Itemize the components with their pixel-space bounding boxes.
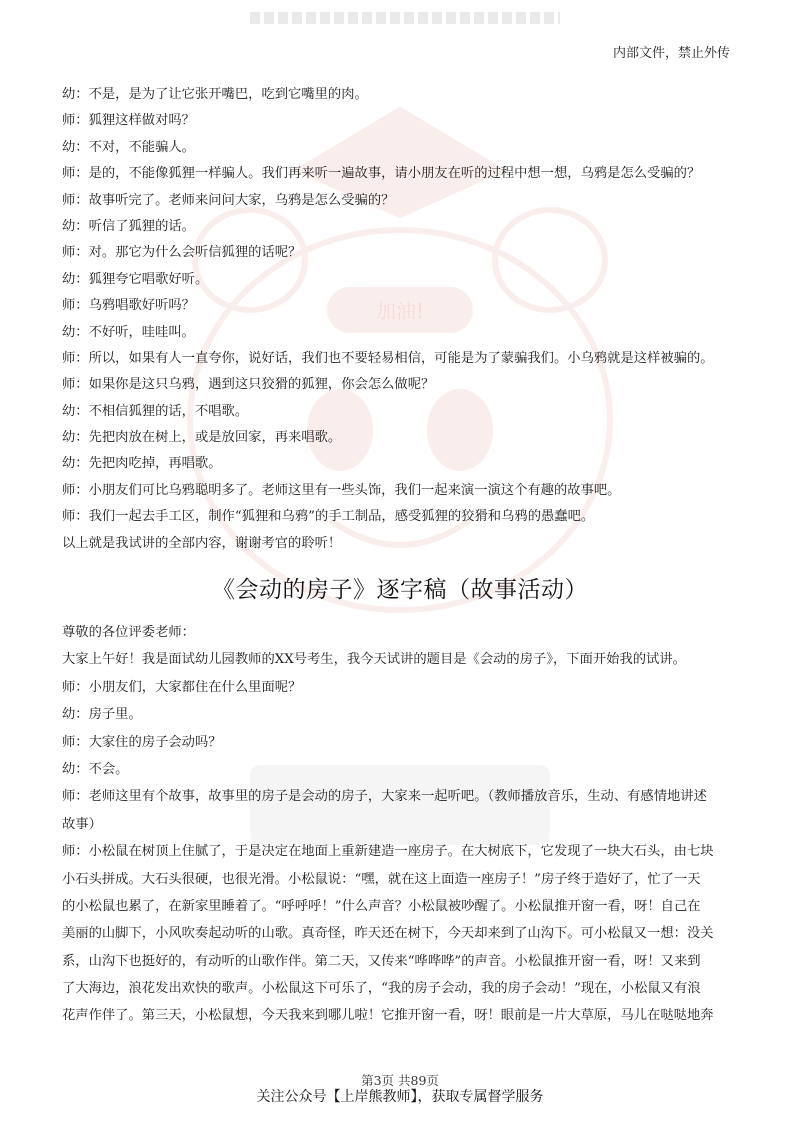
story-line: 师：小松鼠在树顶上住腻了，于是决定在地面上重新建造一座房子。在大树底下，它发现了一块大石头，由七块: [62, 844, 714, 860]
dialogue-line: 幼：不相信狐狸的话，不唱歌。: [62, 403, 249, 419]
story-line: 花声作伴了。第三天，小松鼠想，今天我来到哪儿啦！它推开窗一看，呀！眼前是一片大草原，马儿在哒哒地奔: [62, 1008, 714, 1024]
dialogue-line: 幼：不好听，哇哇叫。: [62, 324, 195, 340]
dialogue-line: 幼：不会。: [62, 761, 129, 777]
dialogue-line: 幼：先把肉放在树上，或是放回家，再来唱歌。: [62, 430, 342, 446]
page-number: 第3页 共89页: [361, 1073, 439, 1088]
closing-line: 以上就是我试讲的全部内容，谢谢考官的聆听！: [62, 535, 342, 551]
story-line: 美丽的山脚下，小风吹奏起动听的山歌。真奇怪，昨天还在树下，今天却来到了山沟下。可小松鼠又一想：没关: [62, 926, 714, 942]
dialogue-line: 师：我们一起去手工区，制作“狐狸和乌鸦”的手工制品，感受狐狸的狡猾和乌鸦的愚蠢吧。: [62, 509, 595, 525]
dialogue-line: 师：狐狸这样做对吗？: [62, 113, 195, 129]
dialogue-line: 幼：不对，不能骗人。: [62, 139, 195, 155]
story-line: 的小松鼠也累了，在新家里睡着了。“呼呼呼！”什么声音？小松鼠被吵醒了。小松鼠推开窗一看，呀！自己在: [62, 898, 701, 914]
confidential-notice: 内部文件，禁止外传: [612, 46, 730, 61]
dialogue-line: 师：对。那它为什么会听信狐狸的话呢？: [62, 245, 302, 261]
story-line: 了大海边，浪花发出欢快的歌声。小松鼠这下可乐了，“我的房子会动，我的房子会动！”现在，小松鼠又有浪: [62, 981, 701, 997]
dialogue-line: 幼：先把肉吃掉，再唱歌。: [62, 456, 222, 472]
dialogue-line: 幼：不是，是为了让它张开嘴巴，吃到它嘴里的肉。: [62, 87, 368, 102]
story-intro-line: 故事）: [62, 816, 102, 832]
salutation-line: 尊敬的各位评委老师：: [62, 625, 195, 640]
dialogue-line: 师：小朋友们，大家都住在什么里面呢？: [62, 679, 302, 695]
dialogue-top: [62, 82, 752, 557]
story-line: 系，山沟下也挺好的，有动听的山歌作伴。第二天，又传来“哗哗哗”的声音。小松鼠推开窗一看，呀！又来到: [62, 953, 701, 969]
watermark-badge: 加油!: [375, 299, 425, 323]
story-line: 小石头拼成。大石头很硬，也很光滑。小松鼠说：“嘿，就在这上面造一座房子！”房子终于造好了，忙了一天: [62, 871, 701, 887]
dialogue-line: 师：是的，不能像狐狸一样骗人。我们再来听一遍故事，请小朋友在听的过程中想一想，乌鸦是怎么受骗的？: [62, 166, 701, 182]
dialogue-bottom: [62, 619, 752, 1030]
dialogue-line: 师：大家住的房子会动吗？: [62, 734, 222, 750]
faded-header-text: [250, 12, 560, 24]
dialogue-line: 幼：房子里。: [62, 707, 142, 723]
section-title: 《会动的房子》逐字稿（故事活动）: [212, 577, 588, 603]
dialogue-line: 师：乌鸦唱歌好听吗？: [62, 298, 195, 314]
footer-promo: 关注公众号【上岸熊教师】，获取专属督学服务: [256, 1089, 544, 1105]
dialogue-line: 师：所以，如果有人一直夸你，说好话，我们也不要轻易相信，可能是为了蒙骗我们。小乌鸦就是这样被骗的。: [62, 350, 714, 366]
dialogue-line: 师：如果你是这只乌鸦，遇到这只狡猾的狐狸，你会怎么做呢？: [62, 377, 435, 393]
intro-line: 大家上午好！我是面试幼儿园教师的XX号考生，我今天试讲的题目是《会动的房子》，下面开始我的试讲。: [62, 652, 686, 668]
dialogue-line: 幼：狐狸夸它唱歌好听。: [62, 271, 209, 287]
story-intro-line: 师：老师这里有个故事，故事里的房子是会动的房子，大家来一起听吧。（教师播放音乐，生动、有感情地讲述: [62, 789, 707, 805]
dialogue-line: 师：小朋友们可比乌鸦聪明多了。老师这里有一些头饰，我们一起来演一演这个有趣的故事吧。: [62, 482, 621, 498]
dialogue-line: 师：故事听完了。老师来问问大家，乌鸦是怎么受骗的？: [62, 192, 395, 208]
dialogue-line: 幼：听信了狐狸的话。: [62, 218, 195, 234]
